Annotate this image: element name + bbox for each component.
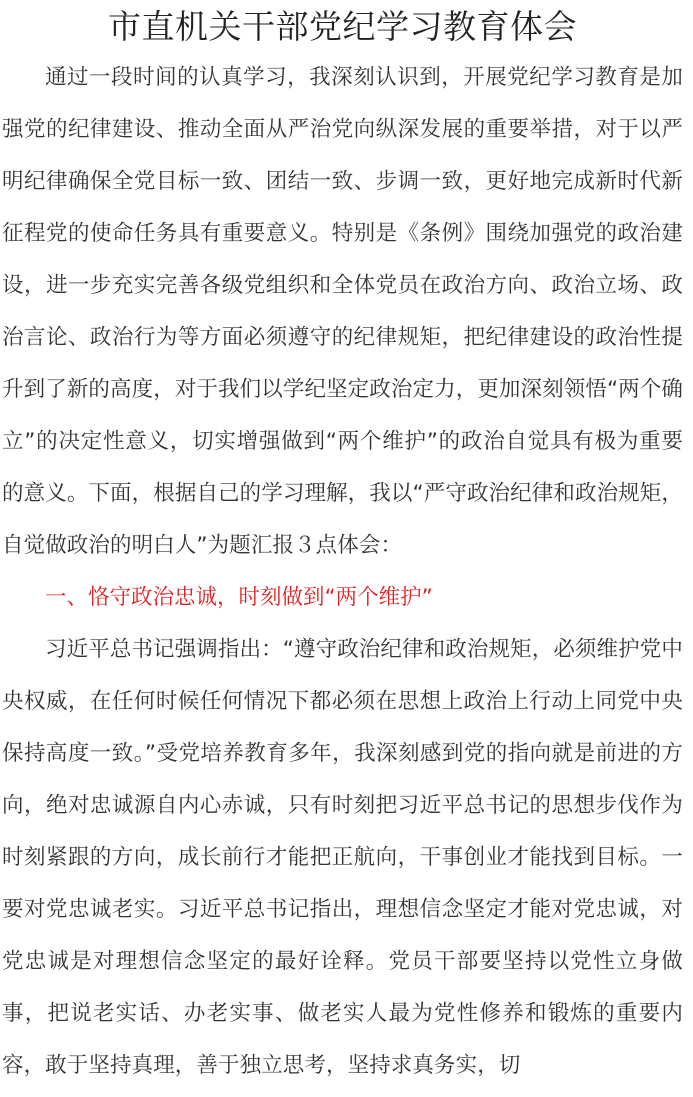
intro-paragraph: 通过一段时间的认真学习，我深刻认识到，开展党纪学习教育是加强党的纪律建设、推动全面从严治党向纵深发展的重要举措，对于以严明纪律确保全党目标一致、团结一致、步调一致，更好地完成新时代新征程党的使命任务具有重要意义。特别是《条例》围绕加强党的政治建设，进一步充实完善各级党组织和全体党员在政治方向、政治立场、政治言论、政治行为等方面必须遵守的纪律规矩，把纪律建设的政治性提升到了新的高度，对于我们以学纪坚定政治定力，更加深刻领悟“两个确立”的决定性意义，切实增强做到“两个维护”的政治自觉具有极为重要的意义。下面，根据自己的学习理解，我以“严守政治纪律和政治规矩，自觉做政治的明白人”为题汇报３点体会： [2,65,683,558]
section-1-body-paragraph: 习近平总书记强调指出：“遵守政治纪律和政治规矩，必须维护党中央权威，在任何时候任何情况下都必须在思想上政治上行动上同党中央保持高度一致。”受党培养教育多年，我深刻感到党的指向就是前进的方向，绝对忠诚源自内心赤诚，只有时刻把习近平总书记的思想步伐作为时刻紧跟的方向，成长前行才能把正航向，干事创业才能找到目标。一要对党忠诚老实。习近平总书记指出，理想信念坚定才能对党忠诚，对党忠诚是对理想信念坚定的最好诠释。党员干部要坚持以党性立身做事，把说老实话、办老实事、做老实人最为党性修养和锻炼的重要内容，敢于坚持真理，善于独立思考，坚持求真务实，切 [2,637,683,1078]
document-title: 市直机关干部党纪学习教育体会 [108,7,577,46]
section-heading-1: 一、恪守政治忠诚，时刻做到“两个维护” [45,585,433,610]
